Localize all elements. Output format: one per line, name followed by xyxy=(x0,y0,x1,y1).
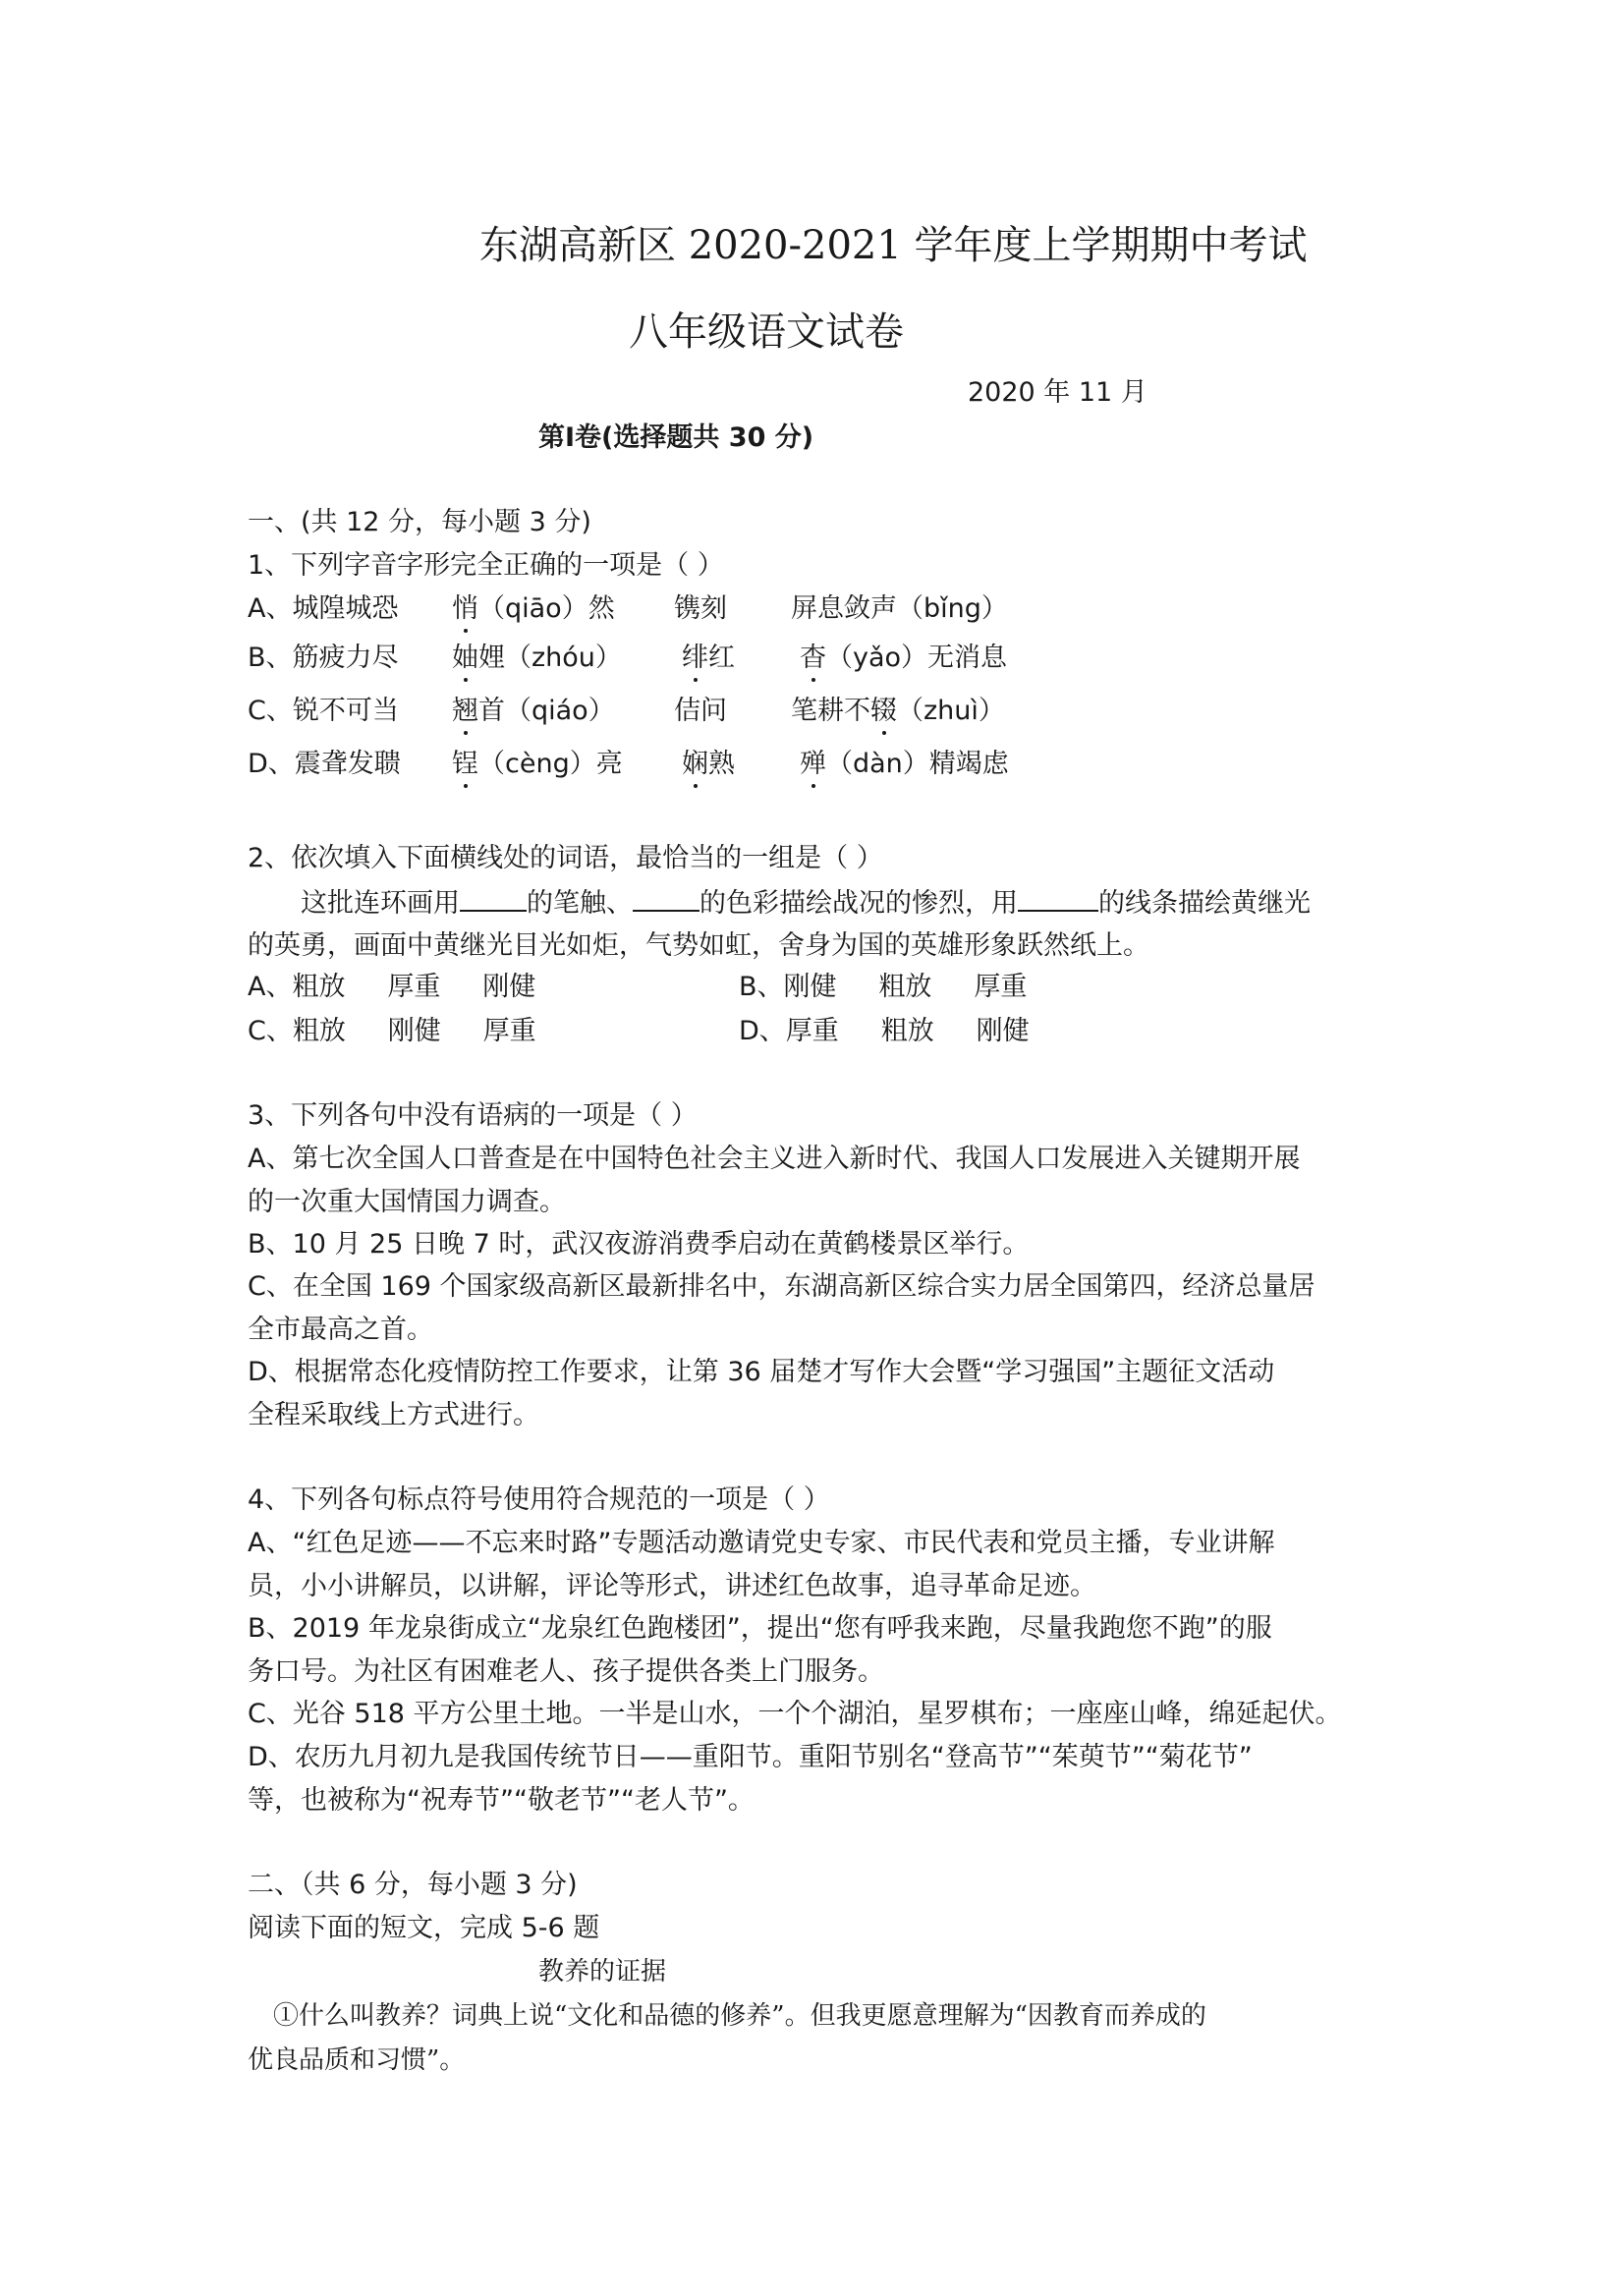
article-paragraph-1-line-1: ①什么叫教养？词典上说“文化和品德的修养”。但我更愿意理解为“因教育而养成的 xyxy=(273,2001,1206,2031)
question-4-option-b-line-1: B、2019 年龙泉街成立“龙泉红色跑楼团”，提出“您有呼我来跑，尽量我跑您不跑”的服 xyxy=(248,1613,1272,1644)
question-4-option-b-line-2: 务口号。为社区有困难老人、孩子提供各类上门服务。 xyxy=(248,1656,884,1687)
option-word: 笔耕不 xyxy=(791,696,870,726)
dotted-char: 辍 xyxy=(870,696,897,726)
question-3-option-d-line-1: D、根据常态化疫情防控工作要求，让第 36 届楚才写作大会暨“学习强国”主题征文活动 xyxy=(248,1357,1275,1387)
section-1-heading: 一、(共 12 分，每小题 3 分) xyxy=(248,507,591,537)
exam-date: 2020 年 11 月 xyxy=(968,377,1147,408)
question-4-option-d-line-2: 等，也被称为“祝寿节”“敬老节”“老人节”。 xyxy=(248,1785,755,1816)
question-3-option-a-line-1: A、第七次全国人口普查是在中国特色社会主义进入新时代、我国人口发展进入关键期开展 xyxy=(248,1144,1301,1174)
question-2-option-a: A、粗放 厚重 刚健 xyxy=(248,972,536,1002)
question-2-option-b: B、刚健 粗放 厚重 xyxy=(739,972,1028,1002)
option-word: 震聋发聩 xyxy=(294,749,401,779)
question-4-stem: 4、下列各句标点符号使用符合规范的一项是（ ） xyxy=(248,1484,830,1515)
option-word: 城隍城恐 xyxy=(292,593,399,624)
option-label: C、 xyxy=(248,696,293,726)
question-4-option-a-line-2: 员，小小讲解员，以讲解，评论等形式，讲述红色故事，追寻革命足迹。 xyxy=(248,1571,1096,1601)
question-2-option-c: C、粗放 刚健 厚重 xyxy=(248,1016,536,1046)
question-4-option-a-line-1: A、“红色足迹——不忘来时路”专题活动邀请党史专家、市民代表和党员主播，专业讲解 xyxy=(248,1528,1275,1558)
question-1-option-d xyxy=(248,742,1009,786)
question-1-option-c xyxy=(248,689,1005,733)
question-2-option-d: D、厚重 粗放 刚健 xyxy=(739,1016,1030,1046)
section-2-intro: 阅读下面的短文，完成 5-6 题 xyxy=(248,1913,600,1943)
article-paragraph-1-line-2: 优良品质和习惯”。 xyxy=(248,2045,466,2075)
section-2-heading: 二、（共 6 分，每小题 3 分) xyxy=(248,1870,578,1900)
question-1-option-a xyxy=(248,587,1008,631)
question-2-stem: 2、依次填入下面横线处的词语，最恰当的一组是（ ） xyxy=(248,843,883,873)
passage-text: 的线条描绘黄继光 xyxy=(1098,888,1311,919)
question-2-passage-line-2: 的英勇，画面中黄继光目光如炬，气势如虹，舍身为国的英雄形象跃然纸上。 xyxy=(248,930,1149,961)
dotted-char: 锃 xyxy=(452,749,478,779)
passage-text: 的色彩描绘战况的惨烈，用 xyxy=(700,888,1018,919)
option-word: 娌（zhóu） xyxy=(478,643,622,673)
question-3-option-a-line-2: 的一次重大国情国力调查。 xyxy=(248,1187,566,1217)
question-3-stem: 3、下列各句中没有语病的一项是（ ） xyxy=(248,1100,698,1131)
question-3-option-c-line-1: C、在全国 169 个国家级高新区最新排名中，东湖高新区综合实力居全国第四，经济总量居 xyxy=(248,1271,1315,1302)
option-word: 首（qiáo） xyxy=(478,696,615,726)
question-3-option-c-line-2: 全市最高之首。 xyxy=(248,1315,433,1345)
option-word: （dàn）精竭虑 xyxy=(826,749,1009,779)
dotted-char: 杳 xyxy=(800,643,826,673)
passage-text: 这批连环画用 xyxy=(301,888,460,919)
question-2-passage-line-1 xyxy=(301,880,1311,925)
question-1-option-b xyxy=(248,636,1008,680)
option-label: D、 xyxy=(248,749,295,779)
question-4-option-c: C、光谷 518 平方公里土地。一半是山水，一个个湖泊，星罗棋布；一座座山峰，绵延起伏。 xyxy=(248,1699,1342,1729)
dotted-char: 殚 xyxy=(800,749,826,779)
option-label: B、 xyxy=(248,643,293,673)
option-word: （qiāo）然 xyxy=(478,593,615,624)
dotted-char: 绯 xyxy=(682,643,708,673)
option-word: 锐不可当 xyxy=(292,696,399,726)
option-word: 筋疲力尽 xyxy=(292,643,399,673)
article-title: 教养的证据 xyxy=(538,1957,667,1987)
option-label: A、 xyxy=(248,593,293,624)
volume-heading: 第Ⅰ卷(选择题共 30 分) xyxy=(538,422,814,453)
fill-blank[interactable] xyxy=(1018,880,1098,912)
option-word: 熟 xyxy=(708,749,735,779)
passage-text: 的笔触、 xyxy=(527,888,633,919)
option-word: 镌刻 xyxy=(674,593,727,624)
question-1-stem: 1、下列字音字形完全正确的一项是（ ） xyxy=(248,550,724,581)
exam-title: 东湖高新区 2020-2021 学年度上学期期中考试 xyxy=(479,223,1308,268)
option-word: 屏息敛声（bǐng） xyxy=(791,593,1008,624)
question-3-option-d-line-2: 全程采取线上方式进行。 xyxy=(248,1400,539,1430)
question-3-option-b: B、10 月 25 日晚 7 时，武汉夜游消费季启动在黄鹤楼景区举行。 xyxy=(248,1229,1030,1260)
dotted-char: 悄 xyxy=(452,593,478,624)
option-word: （cèng）亮 xyxy=(478,749,623,779)
question-4-option-d-line-1: D、农历九月初九是我国传统节日——重阳节。重阳节别名“登高节”“茱萸节”“菊花节” xyxy=(248,1742,1253,1772)
fill-blank[interactable] xyxy=(633,880,700,912)
option-word: （zhuì） xyxy=(897,696,1005,726)
option-word: 佶问 xyxy=(674,696,727,726)
exam-subtitle: 八年级语文试卷 xyxy=(629,309,904,355)
option-word: （yǎo）无消息 xyxy=(826,643,1008,673)
dotted-char: 妯 xyxy=(452,643,478,673)
option-word: 红 xyxy=(708,643,735,673)
fill-blank[interactable] xyxy=(460,880,527,912)
dotted-char: 翘 xyxy=(452,696,478,726)
dotted-char: 娴 xyxy=(682,749,708,779)
